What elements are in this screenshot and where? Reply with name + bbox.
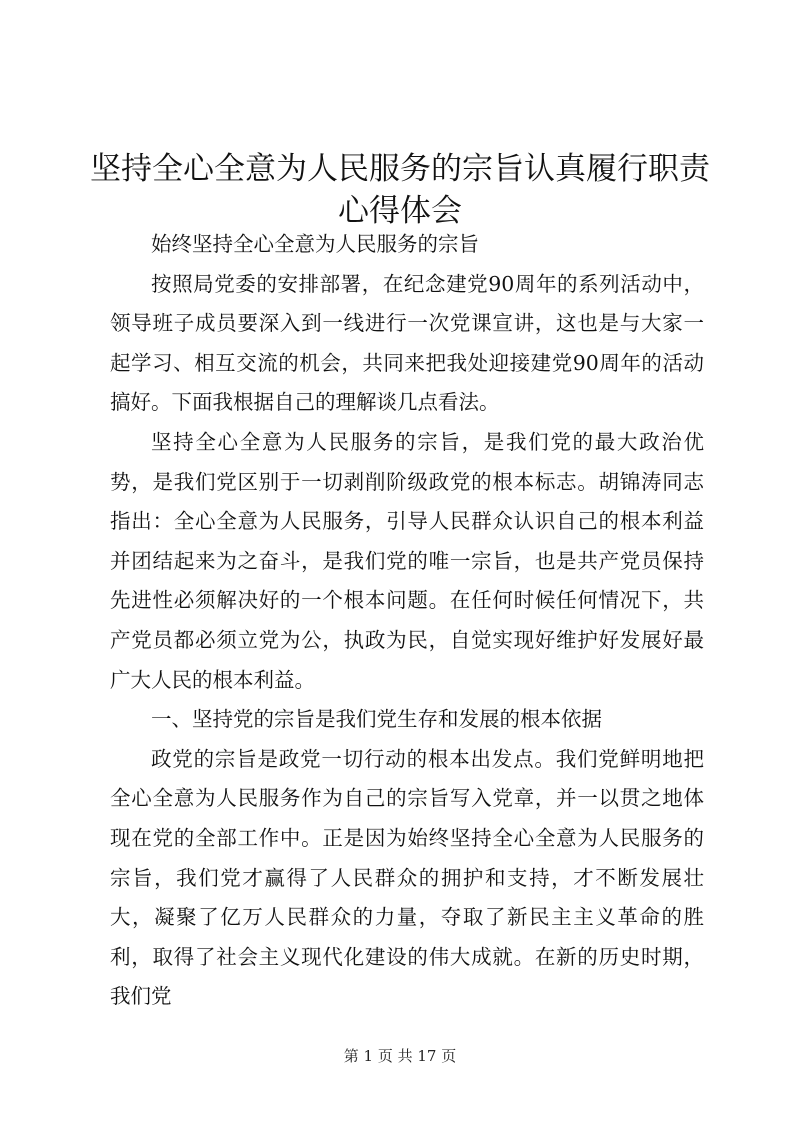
title-line-1: 坚持全心全意为人民服务的宗旨认真履行职责 bbox=[90, 151, 710, 187]
section-heading-paragraph: 一、坚持党的宗旨是我们党生存和发展的根本依据 bbox=[151, 707, 602, 732]
title-line-2: 心得体会 bbox=[338, 193, 462, 229]
page-number-footer: 第 1 页 共 17 页 bbox=[343, 1047, 457, 1065]
body-paragraph: 政党的宗旨是政党一切行动的根本出发点。我们党鲜明地把全心全意为人民服务作为自己的宗旨写入党章，并一以贯之地体现在党的全部工作中。正是因为始终坚持全心全意为人民服务的宗旨，我们党才赢得了人民群众的拥护和支持，才不断发展壮大，凝聚了亿万人民群众的力量，夺取了新民主主义革命的胜利，取得了社会主义现代化建设的伟大成就。在新的历史时期，我们党 bbox=[110, 746, 704, 1009]
body-paragraph: 按照局党委的安排部署，在纪念建党90周年的系列活动中，领导班子成员要深入到一线进行一次党课宣讲，这也是与大家一起学习、相互交流的机会，共同来把我处迎接建党90周年的活动搞好。下面我根据自己的理解谈几点看法。 bbox=[110, 271, 704, 415]
body-paragraph: 坚持全心全意为人民服务的宗旨，是我们党的最大政治优势，是我们党区别于一切剥削阶级政党的根本标志。胡锦涛同志指出：全心全意为人民服务，引导人民群众认识自己的根本利益并团结起来为之奋斗，是我们党的唯一宗旨，也是共产党员保持先进性必须解决好的一个根本问题。在任何时候任何情况下，共产党员都必须立党为公，执政为民，自觉实现好维护好发展好最广大人民的根本利益。 bbox=[110, 429, 704, 692]
section-heading-paragraph: 始终坚持全心全意为人民服务的宗旨 bbox=[151, 232, 479, 256]
document-body bbox=[110, 225, 704, 1017]
document-title bbox=[90, 148, 710, 232]
